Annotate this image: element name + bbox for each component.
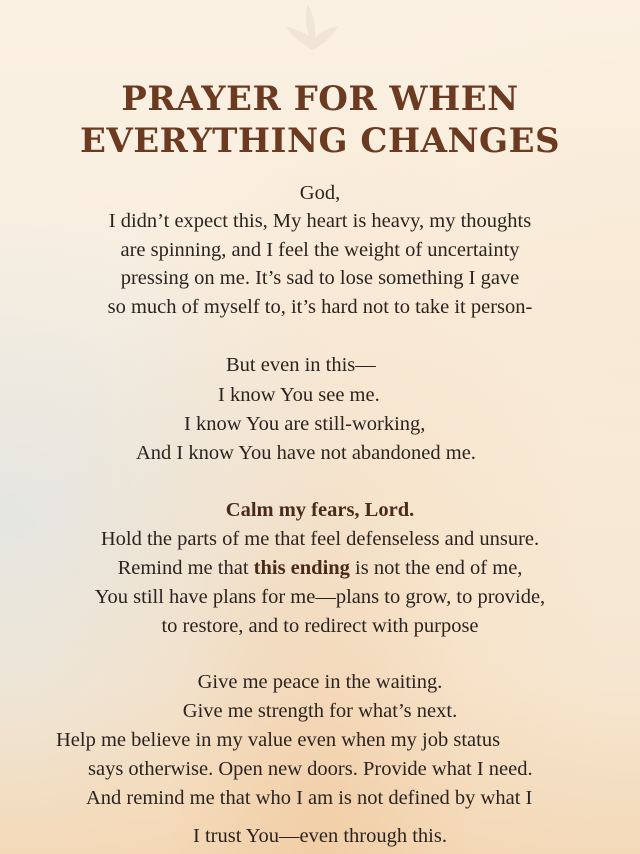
stanza4-line: Help me believe in my value even when my job status (56, 729, 501, 751)
greeting: God, (299, 182, 341, 204)
emphasis-text: this ending (253, 557, 350, 579)
stanza2-line: I know You see me. (218, 384, 380, 406)
stanza2-line: And I know You have not abandoned me. (136, 442, 476, 464)
stanza2-line: I know You are still-working, (184, 413, 426, 435)
title-line-1: PRAYER FOR WHEN (121, 79, 519, 119)
stanza4-line: says otherwise. Open new doors. Provide what I need. (88, 758, 533, 780)
stanza1-line: pressing on me. It’s sad to lose something I gave (120, 267, 520, 289)
stanza4-line: Give me peace in the waiting. (197, 671, 443, 693)
stanza3-line (0, 555, 640, 581)
stanza2-line: But even in this— (226, 354, 376, 376)
stanza1-line: I didn’t expect this, My heart is heavy, my thoughts (108, 210, 532, 232)
stanza3-text: Remind me that (117, 557, 254, 579)
closing-line: I trust You—even through this. (193, 825, 447, 847)
stanza3-line: Hold the parts of me that feel defenseless and unsure. (100, 528, 540, 550)
stanza1-line: so much of myself to, it’s hard not to take it person- (107, 296, 533, 318)
stanza3-line: to restore, and to redirect with purpose (161, 615, 479, 637)
prayer-title (0, 78, 640, 162)
dove-icon (282, 0, 342, 58)
stanza3-heading: Calm my fears, Lord. (225, 499, 415, 521)
stanza4-line: And remind me that who I am is not defined by what I (86, 787, 533, 809)
title-line-2: EVERYTHING CHANGES (79, 121, 561, 161)
stanza3-text: is not the end of me, (349, 557, 523, 579)
stanza4-line: Give me strength for what’s next. (182, 700, 458, 722)
stanza1-line: are spinning, and I feel the weight of uncertainty (120, 239, 520, 261)
stanza3-line: You still have plans for me—plans to grow, to provide, (94, 586, 546, 608)
